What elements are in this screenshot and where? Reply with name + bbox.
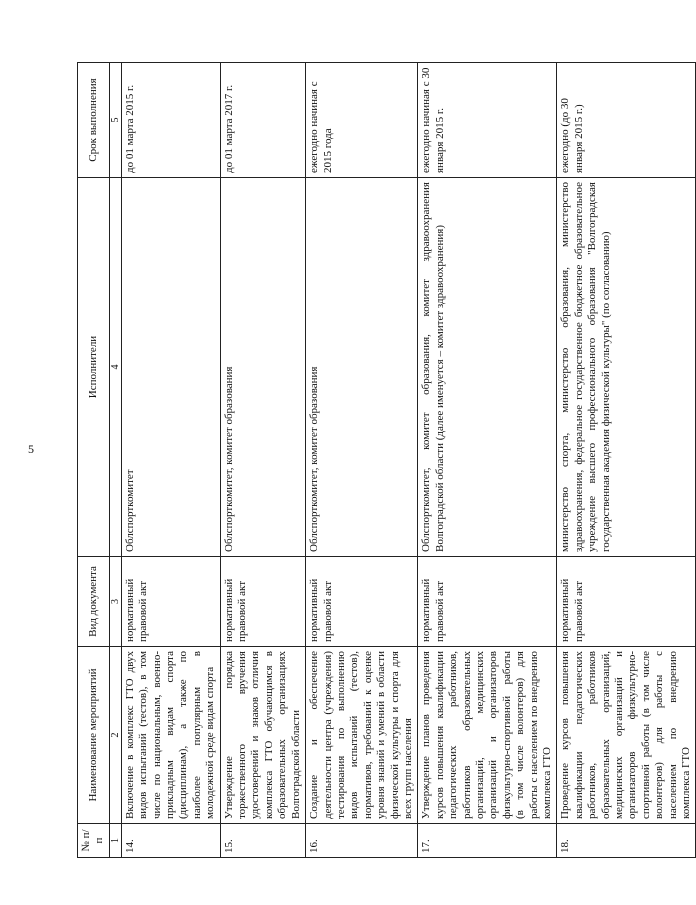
header-num: № п/п <box>78 824 110 858</box>
table-row <box>306 63 418 858</box>
page-number: 5 <box>28 442 34 456</box>
row-document-type: нормативный правовой акт <box>220 557 305 647</box>
row-number: 17. <box>418 824 557 858</box>
row-number: 14. <box>121 824 220 858</box>
table-row <box>557 63 696 858</box>
row-executors: Облспорткомитет, комитет образования, комитет здравоохранения Волгоградской области (далее именуется – комитет здравоохранения) <box>418 178 557 557</box>
col-number-2: 2 <box>109 647 121 824</box>
row-executors: министерство спорта, министерство образования, министерство здравоохранения, федеральное государственное бюджетное образовательное учреждение высшего профессионального образования "Волгоградская государственная академия физической культуры" (по согласованию) <box>557 178 696 557</box>
col-number-3: 3 <box>109 557 121 647</box>
col-number-5: 5 <box>109 63 121 178</box>
row-term: до 01 марта 2017 г. <box>220 63 305 178</box>
row-term: ежегодно начиная с 2015 года <box>306 63 418 178</box>
row-document-type: нормативный правовой акт <box>306 557 418 647</box>
row-executors: Облспорткомитет, комитет образования <box>306 178 418 557</box>
document-table-rotated <box>77 63 693 858</box>
row-term: ежегодно (до 30 января 2015 г.) <box>557 63 696 178</box>
header-name: Наименование мероприятий <box>78 647 110 824</box>
table-header-row <box>78 63 110 858</box>
row-term: ежегодно начиная с 30 января 2015 г. <box>418 63 557 178</box>
row-document-type: нормативный правовой акт <box>121 557 220 647</box>
col-number-4: 4 <box>109 178 121 557</box>
row-number: 15. <box>220 824 305 858</box>
table-row <box>418 63 557 858</box>
header-executors: Исполнители <box>78 178 110 557</box>
table-row <box>121 63 220 858</box>
row-name: Включение в комплекс ГТО двух видов испытаний (тестов), в том числе по национальным, военно-прикладным видам спорта (дисциплинам), а также по наиболее популярным в молодежной среде видам спорта <box>121 647 220 824</box>
row-name: Проведение курсов повышения квалификации педагогических работников, работников образовательных организаций, медицинских организаций и организаторов физкультурно-спортивной работы (в том числе волонтеров) для работы с населением по внедрению комплекса ГТО <box>557 647 696 824</box>
events-table <box>77 62 696 858</box>
row-name: Утверждение порядка торжественного вручения удостоверений и знаков отличия комплекса ГТО обучающимся в образовательных организациях Волгоградской области <box>220 647 305 824</box>
row-document-type: нормативный правовой акт <box>557 557 696 647</box>
row-document-type: нормативный правовой акт <box>418 557 557 647</box>
row-executors: Облспорткомитет <box>121 178 220 557</box>
header-doc: Вид документа <box>78 557 110 647</box>
row-name: Создание и обеспечение деятельности центра (учреждения) тестирования по выполнению видов испытаний (тестов), нормативов, требований к оценке уровня знаний и умений в области физической культуры и спорта для всех групп населения <box>306 647 418 824</box>
row-term: до 01 марта 2015 г. <box>121 63 220 178</box>
table-row <box>220 63 305 858</box>
column-number-row <box>109 63 121 858</box>
row-executors: Облспорткомитет, комитет образования <box>220 178 305 557</box>
row-number: 18. <box>557 824 696 858</box>
col-number-1: 1 <box>109 824 121 858</box>
row-number: 16. <box>306 824 418 858</box>
header-term: Срок выполнения <box>78 63 110 178</box>
row-name: Утверждение планов проведения курсов повышения квалификации педагогических работников, работников образовательных организаций, медицинских организаций и организаторов физкультурно-спортивной работы (в том числе волонтеров) для работы с населением по внедрению комплекса ГТО <box>418 647 557 824</box>
